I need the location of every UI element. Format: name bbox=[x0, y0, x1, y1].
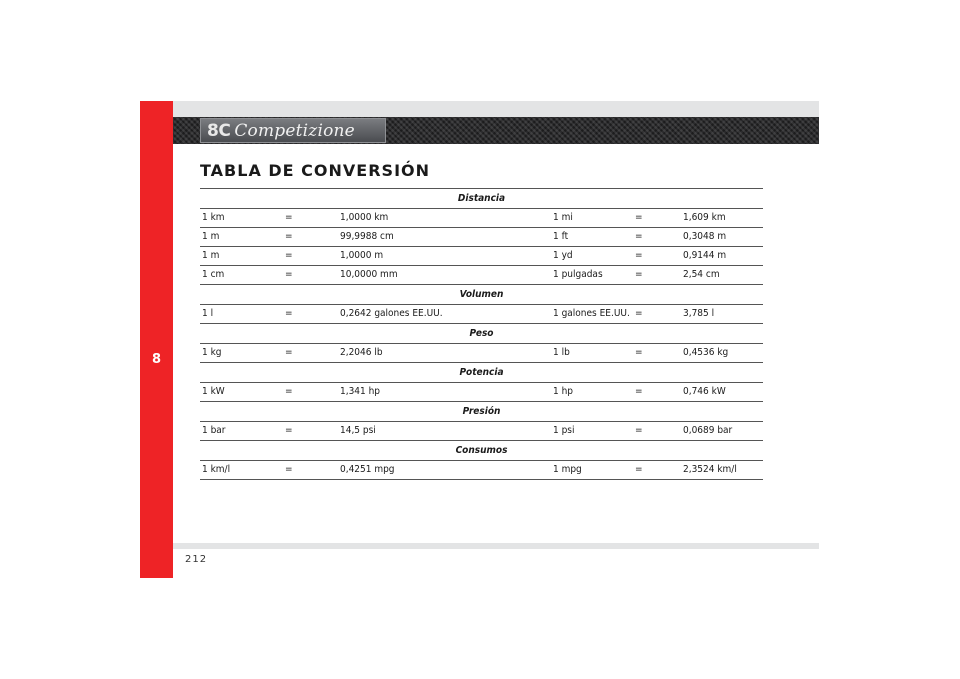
unit-value-alt: 3,785 l bbox=[683, 308, 715, 319]
unit-value-alt: 0,9144 m bbox=[683, 250, 727, 261]
unit-value-alt: 0,746 kW bbox=[683, 386, 726, 397]
unit-from-alt: 1 mi bbox=[553, 212, 573, 223]
unit-from: 1 km bbox=[202, 212, 225, 223]
header-grey-band bbox=[173, 101, 819, 117]
equals-sign-alt: = bbox=[635, 425, 643, 436]
equals-sign: = bbox=[285, 231, 293, 242]
equals-sign-alt: = bbox=[635, 231, 643, 242]
unit-from: 1 m bbox=[202, 231, 220, 242]
page-title: TABLA DE CONVERSIÓN bbox=[200, 161, 431, 180]
equals-sign: = bbox=[285, 308, 293, 319]
table-row bbox=[200, 344, 763, 363]
unit-value: 10,0000 mm bbox=[340, 269, 398, 280]
unit-from-alt: 1 pulgadas bbox=[553, 269, 603, 280]
unit-from: 1 kW bbox=[202, 386, 225, 397]
equals-sign-alt: = bbox=[635, 250, 643, 261]
table-row bbox=[200, 461, 763, 480]
unit-from-alt: 1 lb bbox=[553, 347, 570, 358]
unit-value-alt: 0,4536 kg bbox=[683, 347, 729, 358]
unit-value: 0,4251 mpg bbox=[340, 464, 395, 475]
page-number: 212 bbox=[185, 554, 208, 565]
unit-value: 1,341 hp bbox=[340, 386, 381, 397]
section-heading: Consumos bbox=[200, 441, 763, 461]
equals-sign-alt: = bbox=[635, 386, 643, 397]
equals-sign: = bbox=[285, 464, 293, 475]
chapter-side-strip bbox=[140, 101, 173, 578]
unit-from: 1 bar bbox=[202, 425, 226, 436]
unit-value: 1,0000 m bbox=[340, 250, 384, 261]
unit-from: 1 km/l bbox=[202, 464, 231, 475]
section-heading: Volumen bbox=[200, 285, 763, 305]
unit-from-alt: 1 galones EE.UU. bbox=[553, 308, 630, 319]
table-row bbox=[200, 422, 763, 441]
equals-sign: = bbox=[285, 425, 293, 436]
unit-from-alt: 1 mpg bbox=[553, 464, 582, 475]
table-row bbox=[200, 228, 763, 247]
equals-sign: = bbox=[285, 347, 293, 358]
unit-from: 1 cm bbox=[202, 269, 225, 280]
brand-logo bbox=[200, 118, 386, 143]
chapter-number: 8 bbox=[151, 352, 162, 367]
section-heading: Presión bbox=[200, 402, 763, 422]
section-heading: Distancia bbox=[200, 189, 763, 209]
unit-from-alt: 1 hp bbox=[553, 386, 573, 397]
unit-value-alt: 1,609 km bbox=[683, 212, 726, 223]
unit-from-alt: 1 yd bbox=[553, 250, 573, 261]
conversion-table bbox=[200, 188, 763, 480]
table-row bbox=[200, 305, 763, 324]
equals-sign-alt: = bbox=[635, 464, 643, 475]
equals-sign-alt: = bbox=[635, 212, 643, 223]
unit-value-alt: 0,0689 bar bbox=[683, 425, 733, 436]
unit-from: 1 l bbox=[202, 308, 214, 319]
unit-from: 1 kg bbox=[202, 347, 222, 358]
table-row bbox=[200, 383, 763, 402]
equals-sign: = bbox=[285, 250, 293, 261]
logo-script: Competizione bbox=[234, 120, 355, 141]
equals-sign-alt: = bbox=[635, 308, 643, 319]
unit-value: 14,5 psi bbox=[340, 425, 376, 436]
unit-value: 99,9988 cm bbox=[340, 231, 394, 242]
unit-from: 1 m bbox=[202, 250, 220, 261]
section-heading: Potencia bbox=[200, 363, 763, 383]
unit-value: 1,0000 km bbox=[340, 212, 389, 223]
unit-value-alt: 2,54 cm bbox=[683, 269, 720, 280]
logo-number: 8C bbox=[207, 120, 231, 141]
unit-from-alt: 1 ft bbox=[553, 231, 569, 242]
equals-sign: = bbox=[285, 386, 293, 397]
equals-sign-alt: = bbox=[635, 347, 643, 358]
footer-grey-band bbox=[173, 543, 819, 549]
unit-from-alt: 1 psi bbox=[553, 425, 575, 436]
equals-sign: = bbox=[285, 212, 293, 223]
unit-value: 2,2046 lb bbox=[340, 347, 383, 358]
unit-value: 0,2642 galones EE.UU. bbox=[340, 308, 443, 319]
equals-sign: = bbox=[285, 269, 293, 280]
unit-value-alt: 2,3524 km/l bbox=[683, 464, 737, 475]
table-row bbox=[200, 247, 763, 266]
section-heading: Peso bbox=[200, 324, 763, 344]
unit-value-alt: 0,3048 m bbox=[683, 231, 727, 242]
equals-sign-alt: = bbox=[635, 269, 643, 280]
table-row bbox=[200, 266, 763, 285]
table-row bbox=[200, 209, 763, 228]
